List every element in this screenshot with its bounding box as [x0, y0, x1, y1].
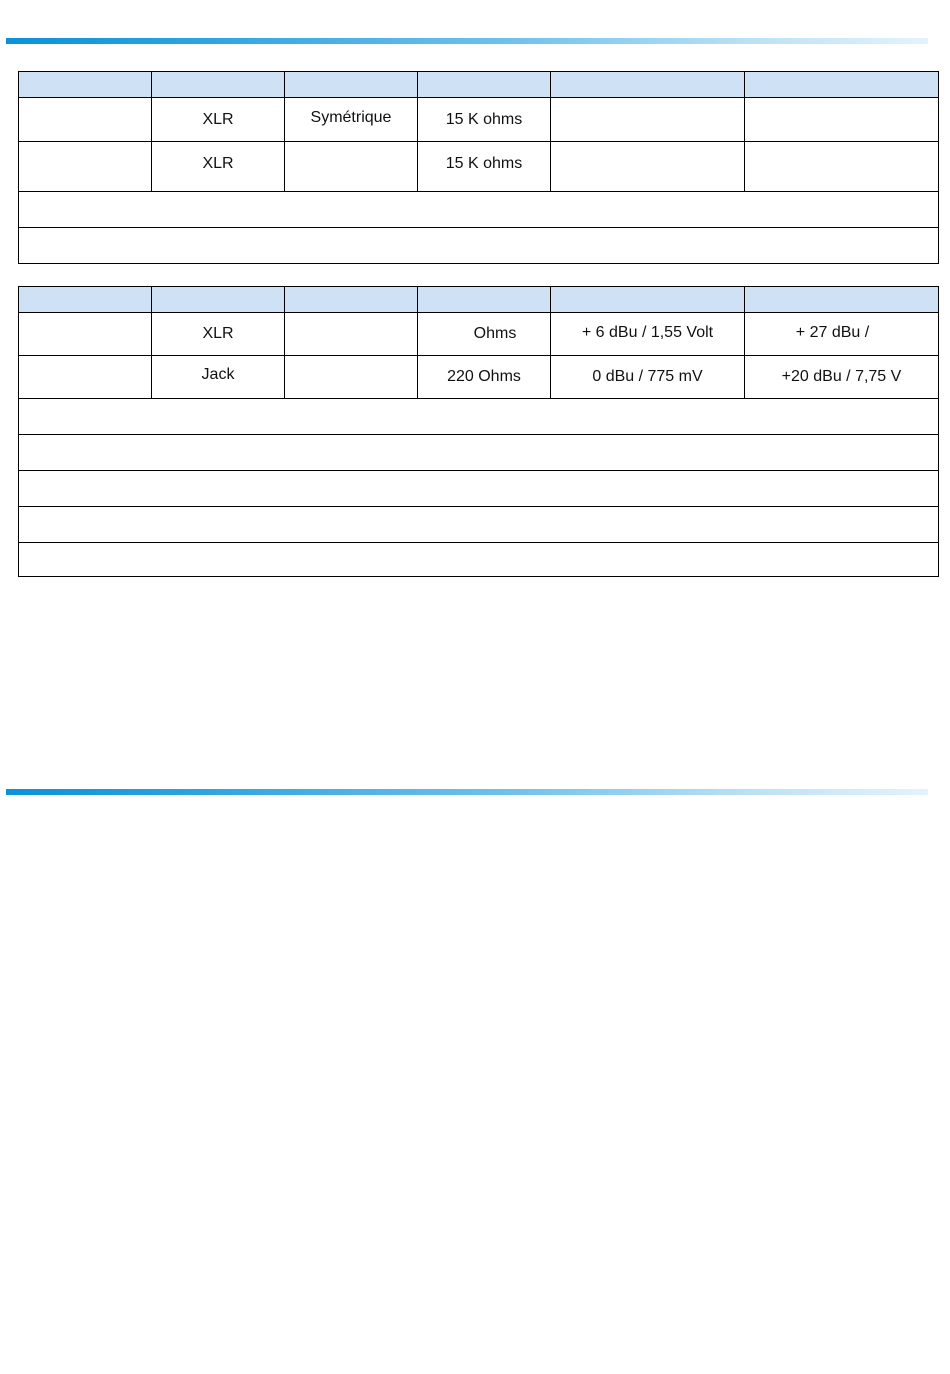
- header-cell: [745, 287, 939, 313]
- header-cell: [551, 72, 745, 98]
- max-level-cell: +20 dBu / 7,75 V: [745, 356, 939, 399]
- full-width-cell: [19, 228, 939, 264]
- nominal-level-cell: 0 dBu / 775 mV: [551, 356, 745, 399]
- type-cell: [285, 313, 418, 356]
- table-cell: [745, 142, 939, 192]
- header-cell: [745, 72, 939, 98]
- impedance-cell: 220 Ohms: [418, 356, 551, 399]
- table-cell: [19, 142, 152, 192]
- full-width-cell: [19, 399, 939, 435]
- full-width-cell: [19, 507, 939, 543]
- bottom-divider: [6, 789, 928, 795]
- table-cell: [19, 98, 152, 142]
- table-row: [19, 507, 939, 543]
- type-cell: [285, 142, 418, 192]
- table-row: [19, 192, 939, 228]
- header-cell: [19, 72, 152, 98]
- connector-cell: XLR: [152, 142, 285, 192]
- table-cell: [551, 142, 745, 192]
- type-cell: Symétrique: [285, 98, 418, 142]
- header-cell: [19, 287, 152, 313]
- table-cell: [745, 98, 939, 142]
- full-width-cell: [19, 435, 939, 471]
- header-cell: [152, 72, 285, 98]
- table-row: [19, 98, 939, 142]
- header-cell: [285, 287, 418, 313]
- table-header-row: [19, 72, 939, 98]
- header-cell: [418, 287, 551, 313]
- impedance-cell: 15 K ohms: [418, 98, 551, 142]
- table-row: [19, 543, 939, 577]
- table-row: [19, 142, 939, 192]
- outputs-table: [18, 286, 939, 577]
- table-header-row: [19, 287, 939, 313]
- full-width-cell: [19, 471, 939, 507]
- connector-cell: XLR: [152, 98, 285, 142]
- connector-cell: Jack: [152, 356, 285, 399]
- full-width-cell: [19, 192, 939, 228]
- impedance-cell: Ohms: [418, 313, 551, 356]
- type-cell: [285, 356, 418, 399]
- full-width-cell: [19, 543, 939, 577]
- table-cell: [19, 356, 152, 399]
- table-row: [19, 356, 939, 399]
- header-cell: [551, 287, 745, 313]
- table-row: [19, 228, 939, 264]
- header-cell: [418, 72, 551, 98]
- table-row: [19, 471, 939, 507]
- inputs-table: [18, 71, 939, 264]
- table-cell: [551, 98, 745, 142]
- table-cell: [19, 313, 152, 356]
- table-row: [19, 399, 939, 435]
- top-divider: [6, 38, 928, 44]
- impedance-cell: 15 K ohms: [418, 142, 551, 192]
- header-cell: [152, 287, 285, 313]
- table-row: [19, 435, 939, 471]
- nominal-level-cell: + 6 dBu / 1,55 Volt: [551, 313, 745, 356]
- header-cell: [285, 72, 418, 98]
- max-level-cell: + 27 dBu /: [745, 313, 939, 356]
- table-row: [19, 313, 939, 356]
- connector-cell: XLR: [152, 313, 285, 356]
